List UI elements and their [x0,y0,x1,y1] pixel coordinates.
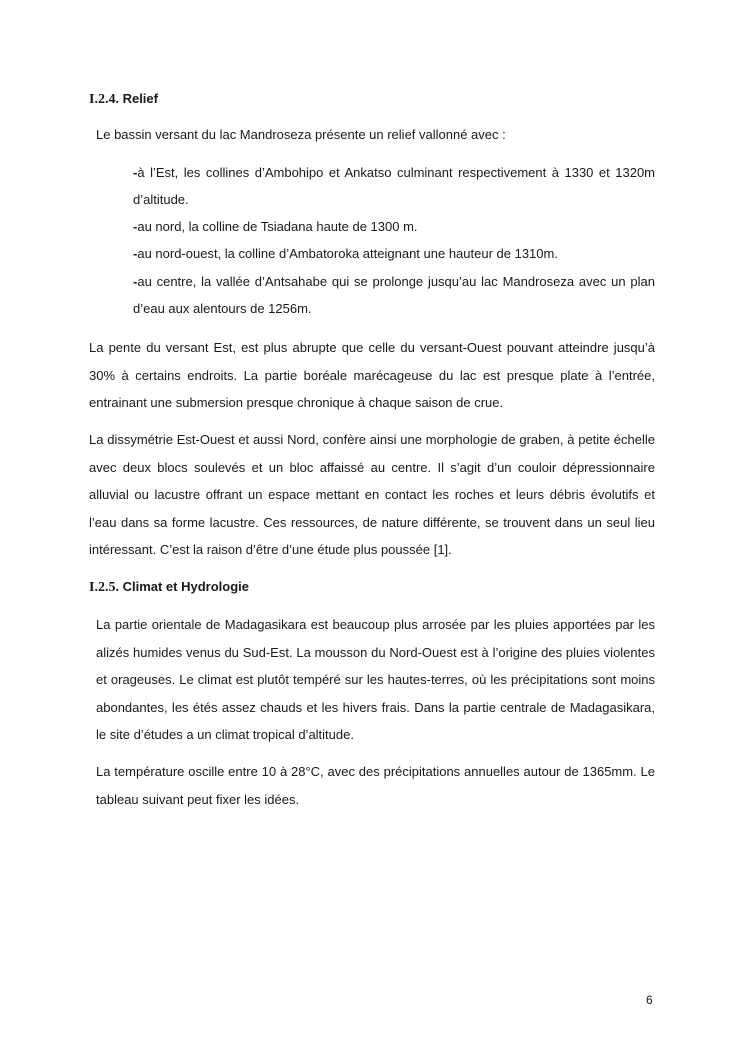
climate-paragraph-temperature: La température oscille entre 10 à 28°C, avec des précipitations annuelles autour de 1365mm. Le tableau suivant peut fixer les idées. [96,764,655,807]
bullet-text: au nord-ouest, la colline d’Ambatoroka atteignant une hauteur de 1310m. [137,246,558,261]
bullet-dash: - [133,219,138,234]
section-heading-climate [89,578,249,597]
relief-bullet-northwest [133,240,655,267]
section-number: I.2.5. [89,580,119,595]
section-number: I.2.4. [89,92,119,107]
relief-intro: Le bassin versant du lac Mandroseza présente un relief vallonné avec : [96,127,506,142]
page-number: 6 [646,993,653,1007]
climate-paragraph-regions: La partie orientale de Madagasikara est beaucoup plus arrosée par les pluies apportées par les alizés humides venus du Sud-Est. La mousson du Nord-Ouest est à l’origine des pluies violentes et orageuses. Le climat est plutôt tempéré sur les hautes-terres, où les précipitations sont moins abondantes, les étés assez chauds et les hivers frais. Dans la partie centrale de Madagasikara, le site d’études a un climat tropical d’altitude. [96,617,655,742]
relief-paragraph-dissymmetry: La dissymétrie Est-Ouest et aussi Nord, confère ainsi une morphologie de graben, à petite échelle avec deux blocs soulevés et un bloc affaissé au centre. Il s’agit d’un couloir dépressionnaire alluvial ou lacustre offrant un espace mettant en contact les roches et leurs débris évolutifs et l’eau dans sa forme lacustre. Ces ressources, de nature différente, se trouvent dans un seul lieu intéressant. C’est la raison d’être d’une étude plus poussée [1]. [89,432,655,557]
bullet-dash: - [133,246,138,261]
section-title: Climat et Hydrologie [122,579,249,594]
section-title: Relief [122,91,158,106]
bullet-dash: - [133,274,138,289]
bullet-dash: - [133,165,138,180]
relief-bullet-north [133,213,655,240]
relief-paragraph-slope: La pente du versant Est, est plus abrupte que celle du versant-Ouest pouvant atteindre jusqu’à 30% à certains endroits. La partie boréale marécageuse du lac est presque plate à l’entrée, entrainant une submersion presque chronique à chaque saison de crue. [89,340,655,410]
bullet-text: au nord, la colline de Tsiadana haute de 1300 m. [137,219,418,234]
bullet-text: à l’Est, les collines d’Ambohipo et Ankatso culminant respectivement à 1330 et 1320m d’altitude. [133,165,655,207]
relief-bullet-east [133,159,655,213]
relief-bullet-center [133,268,655,322]
section-heading-relief [89,90,158,109]
bullet-text: au centre, la vallée d’Antsahabe qui se prolonge jusqu’au lac Mandroseza avec un plan d’eau aux alentours de 1256m. [133,274,655,316]
